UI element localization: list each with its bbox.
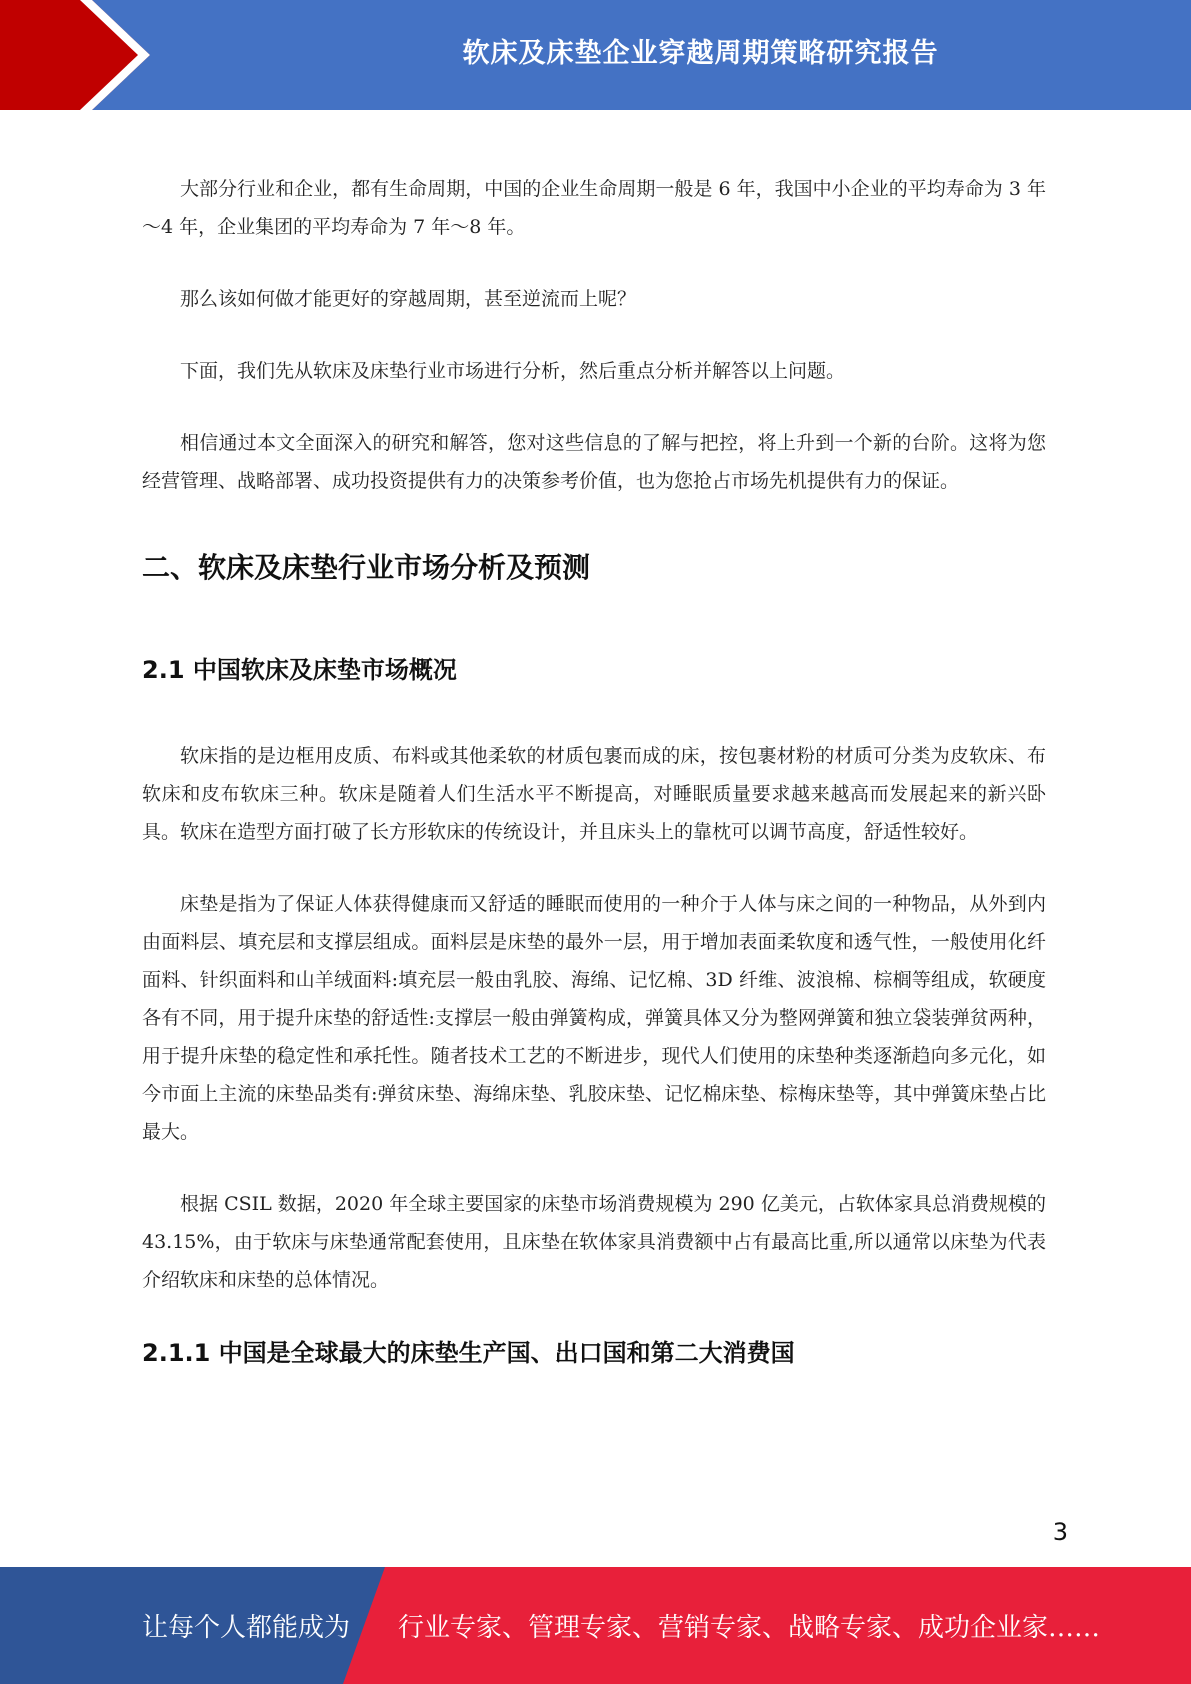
paragraph-question: 那么该如何做才能更好的穿越周期，甚至逆流而上呢？ [180,288,637,310]
subsection-title: 2.1 中国软床及床垫市场概况 [142,656,457,684]
header-title: 软床及床垫企业穿越周期策略研究报告 [462,37,939,69]
footer-slogan-left: 让每个人都能成为 [142,1613,351,1643]
report-content [142,170,1046,1368]
footer-slogan-right: 行业专家、管理专家、营销专家、战略专家、成功企业家…… [398,1613,1101,1643]
paragraph-intro: 下面，我们先从软床及床垫行业市场进行分析，然后重点分析并解答以上问题。 [180,360,846,382]
paragraph-soft-bed: 软床指的是边框用皮质、布料或其他柔软的材质包裹而成的床，按包裹材粉的材质可分类为皮软床、布软床和皮布软床三种。软床是随着人们生活水平不断提高，对睡眠质量要求越来越高而发展起来的新兴卧具。软床在造型方面打破了长方形软床的传统设计，并且床头上的靠枕可以调节高度，舒适性较好。 [142,745,1046,843]
paragraph-value: 相信通过本文全面深入的研究和解答，您对这些信息的了解与把控，将上升到一个新的台阶。这将为您经营管理、战略部署、成功投资提供有力的决策参考价值，也为您抢占市场先机提供有力的保证。 [142,432,1046,492]
paragraph-lifecycle: 大部分行业和企业，都有生命周期，中国的企业生命周期一般是 6 年，我国中小企业的平均寿命为 3 年～4 年，企业集团的平均寿命为 7 年～8 年。 [142,178,1046,238]
section-title: 二、软床及床垫行业市场分析及预测 [142,551,591,584]
page-footer [0,1567,1191,1684]
paragraph-csil-data: 根据 CSIL 数据，2020 年全球主要国家的床垫市场消费规模为 290 亿美元，占软体家具总消费规模的 43.15%，由于软床与床垫通常配套使用，且床垫在软体家具消费额中占有最高比重,所以通常以床垫为代表介绍软床和床垫的总体情况。 [142,1193,1046,1291]
paragraph-mattress: 床垫是指为了保证人体获得健康而又舒适的睡眠而使用的一种介于人体与床之间的一种物品，从外到内由面料层、填充层和支撑层组成。面料层是床垫的最外一层，用于增加表面柔软度和透气性，一般使用化纤面料、针织面料和山羊绒面料:填充层一般由乳胶、海绵、记忆棉、3D 纤维、波浪棉、棕榈等组成，软硬度各有不同，用于提升床垫的舒适性:支撑层一般由弹簧构成，弹簧具体又分为整网弹簧和独立袋装弹贫两种，用于提升床垫的稳定性和承托性。随者技术工艺的不断进步，现代人们使用的床垫种类逐渐趋向多元化，如今市面上主流的床垫品类有:弹贫床垫、海绵床垫、乳胶床垫、记忆棉床垫、棕梅床垫等，其中弹簧床垫占比最大。 [142,893,1046,1143]
page-number: 3 [1052,1518,1068,1546]
subsubsection-title: 2.1.1 中国是全球最大的床垫生产国、出口国和第二大消费国 [142,1339,795,1367]
header-red-arrow [0,0,150,110]
page-header [0,0,1191,110]
